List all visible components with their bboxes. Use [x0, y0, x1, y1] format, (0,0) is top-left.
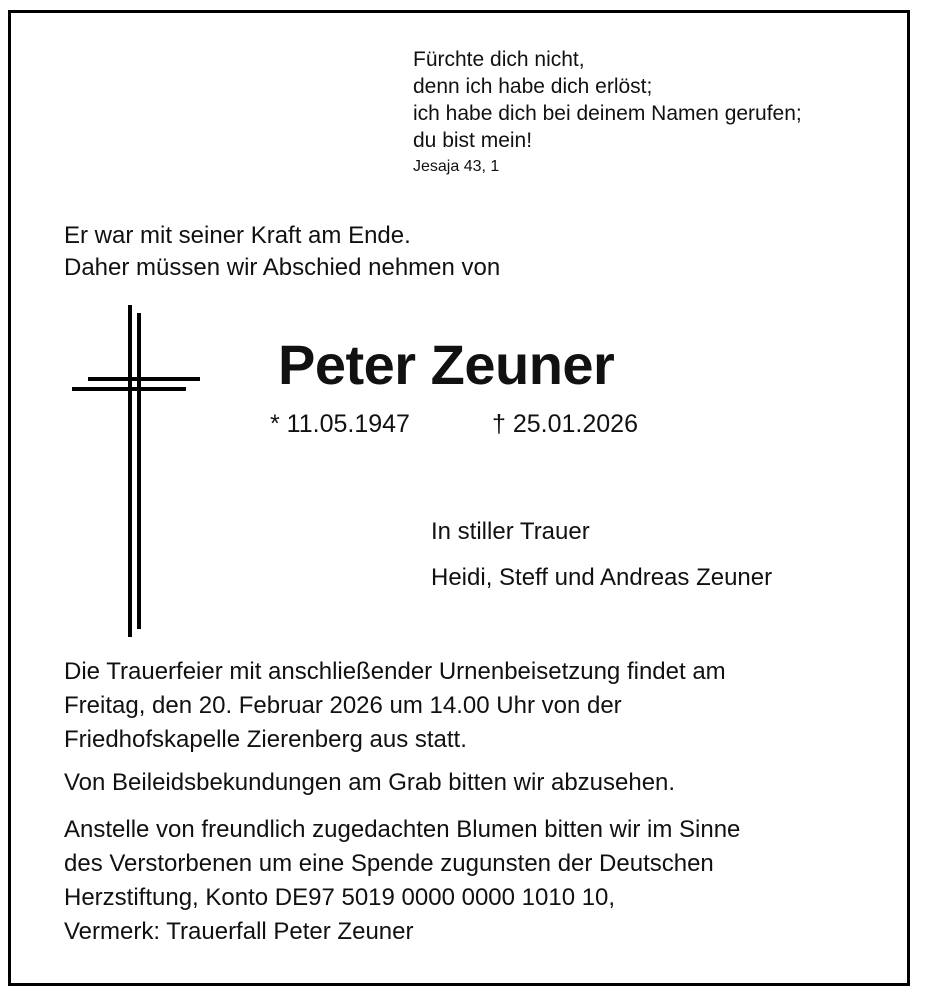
mourning-heading: In stiller Trauer [431, 518, 590, 545]
condolence-line: Von Beileidsbekundungen am Grab bitten wir abzusehen. [64, 769, 676, 796]
verse-line: Fürchte dich nicht, [413, 48, 585, 71]
verse-line: du bist mein! [413, 129, 533, 152]
funeral-notice [64, 655, 726, 757]
death-date: † 25.01.2026 [492, 410, 638, 438]
cross-icon [70, 305, 202, 637]
funeral-line: Die Trauerfeier mit anschließender Urnenbeisetzung findet am [64, 658, 726, 685]
birth-date: * 11.05.1947 [270, 410, 410, 438]
donation-line: Herzstiftung, Konto DE97 5019 0000 0000 1010 10, [64, 884, 616, 911]
donation-line: Vermerk: Trauerfall Peter Zeuner [64, 918, 414, 945]
donation-line: Anstelle von freundlich zugedachten Blumen bitten wir im Sinne [64, 816, 741, 843]
intro-line: Daher müssen wir Abschied nehmen von [64, 254, 501, 281]
funeral-line: Freitag, den 20. Februar 2026 um 14.00 Uhr von der [64, 692, 622, 719]
donation-line: des Verstorbenen um eine Spende zugunsten der Deutschen [64, 850, 714, 877]
deceased-name: Peter Zeuner [278, 333, 615, 396]
verse-line: ich habe dich bei deinem Namen gerufen; [413, 102, 802, 125]
verse-source: Jesaja 43, 1 [413, 158, 500, 175]
intro-line: Er war mit seiner Kraft am Ende. [64, 222, 411, 249]
intro-text [64, 220, 500, 284]
bible-verse [413, 46, 802, 178]
funeral-line: Friedhofskapelle Zierenberg aus statt. [64, 726, 467, 753]
mourner-names: Heidi, Steff und Andreas Zeuner [431, 564, 773, 591]
verse-line: denn ich habe dich erlöst; [413, 75, 653, 98]
donation-notice [64, 813, 740, 949]
condolence-notice [64, 766, 675, 800]
